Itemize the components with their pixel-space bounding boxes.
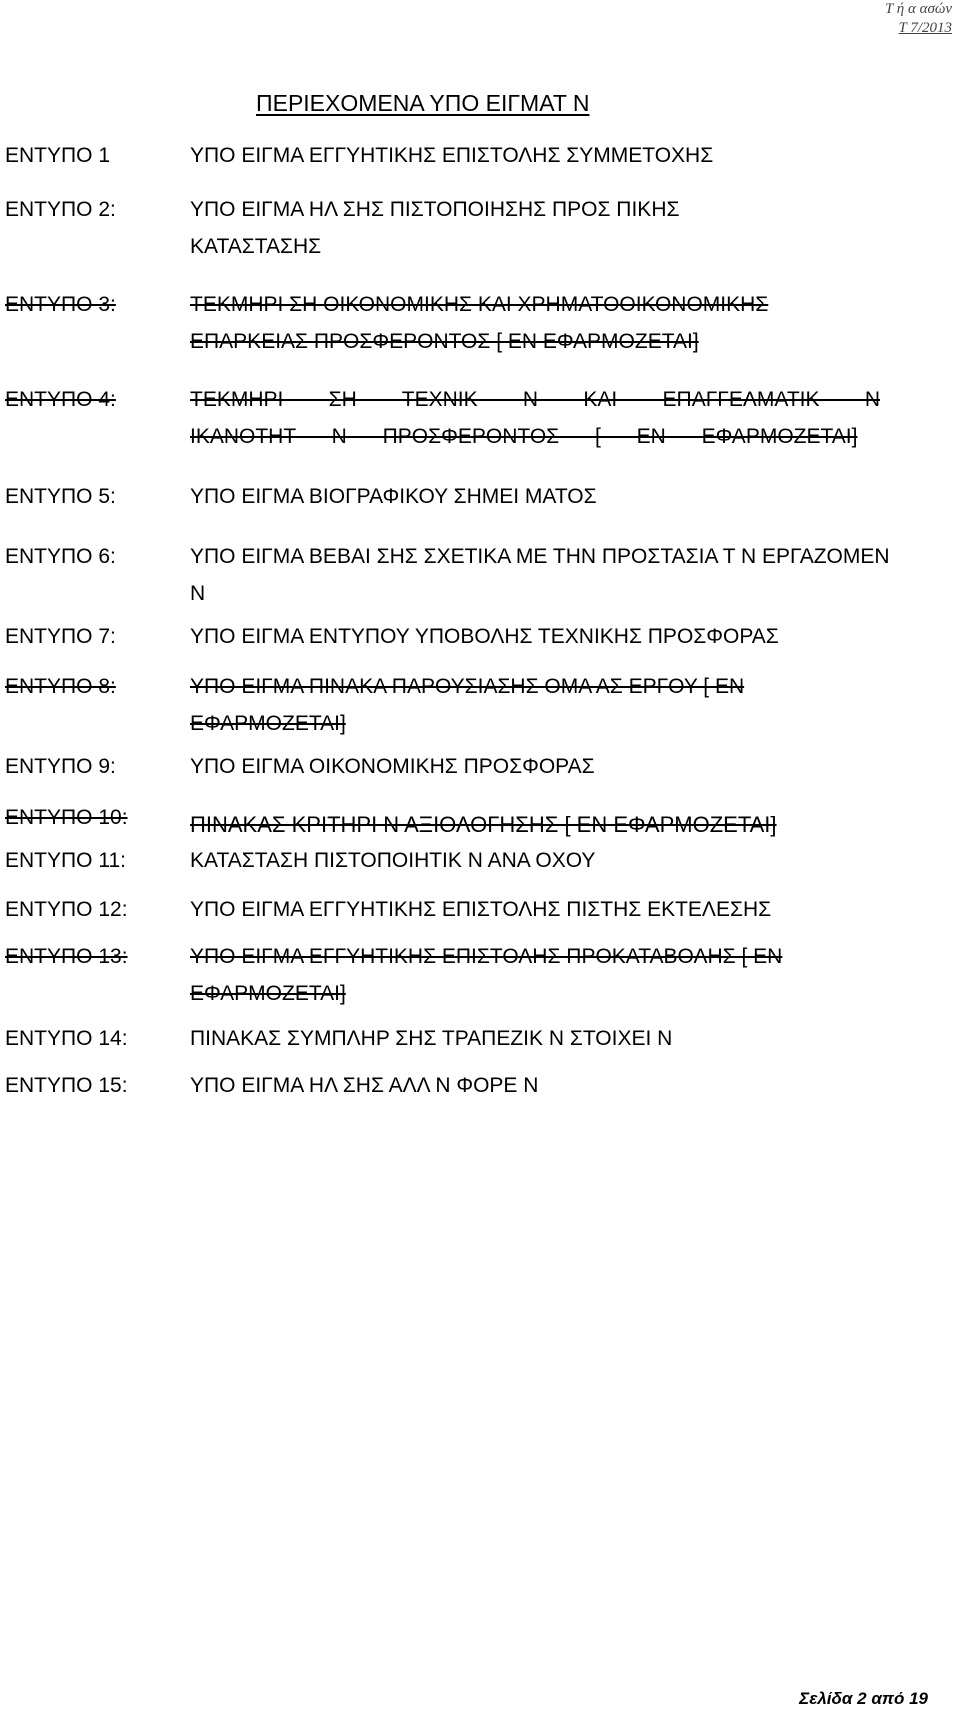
entry-code: ΕΝΤΥΠΟ 13: xyxy=(5,945,128,968)
page-number-footer: Σελίδα 2 από 19 xyxy=(799,1689,928,1708)
entry-code: ΕΝΤΥΠΟ 3: xyxy=(5,293,116,316)
page-title: ΠΕΡΙΕΧΟΜΕΝΑ ΥΠΟ ΕΙΓΜΑΤ Ν xyxy=(256,90,590,116)
entry-code: ΕΝΤΥΠΟ 1 xyxy=(5,144,111,167)
entry-description: ΥΠΟ ΕΙΓΜΑ ΕΓΓΥΗΤΙΚΗΣ ΕΠΙΣΤΟΛΗΣ ΠΙΣΤΗΣ ΕΚΤΕΛΕΣΗΣ xyxy=(190,898,772,921)
entry-description: ΥΠΟ ΕΙΓΜΑ ΗΛ ΣΗΣ ΠΙΣΤΟΠΟΙΗΣΗΣ ΠΡΟΣ ΠΙΚΗΣ ΚΑΤΑΣΤΑΣΗΣ xyxy=(190,198,680,258)
entry-code: ΕΝΤΥΠΟ 12: xyxy=(5,898,128,921)
document-header xyxy=(885,0,952,38)
entry-code: ΕΝΤΥΠΟ 2: xyxy=(5,198,116,221)
entry-description: ΥΠΟ ΕΙΓΜΑ ΟΙΚΟΝΟΜΙΚΗΣ ΠΡΟΣΦΟΡΑΣ xyxy=(190,755,595,778)
entry-code: ΕΝΤΥΠΟ 5: xyxy=(5,485,116,508)
entry-code: ΕΝΤΥΠΟ 15: xyxy=(5,1074,128,1097)
entry-description: ΥΠΟ ΕΙΓΜΑ ΕΝΤΥΠΟΥ ΥΠΟΒΟΛΗΣ ΤΕΧΝΙΚΗΣ ΠΡΟΣΦΟΡΑΣ xyxy=(190,625,779,648)
entry-code: ΕΝΤΥΠΟ 8: xyxy=(5,675,116,698)
entry-description: ΥΠΟ ΕΙΓΜΑ ΒΕΒΑΙ ΣΗΣ ΣΧΕΤΙΚΑ ΜΕ ΤΗΝ ΠΡΟΣΤΑΣΙΑ Τ Ν ΕΡΓΑΖΟΜΕΝ Ν xyxy=(190,545,890,605)
entry-description: ΤΕΚΜΗΡΙ ΣΗ ΟΙΚΟΝΟΜΙΚΗΣ ΚΑΙ ΧΡΗΜΑΤΟΟΙΚΟΝΟΜΙΚΗΣ ΕΠΑΡΚΕΙΑΣ ΠΡΟΣΦΕΡΟΝΤΟΣ [ ΕΝ ΕΦΑΡΜΟΖΕΤΑΙ] xyxy=(190,293,769,353)
entry-code: ΕΝΤΥΠΟ 9: xyxy=(5,755,116,778)
entry-code: ΕΝΤΥΠΟ 11: xyxy=(5,849,126,872)
entry-description: ΚΑΤΑΣΤΑΣΗ ΠΙΣΤΟΠΟΙΗΤΙΚ Ν ΑΝΑ ΟΧΟΥ xyxy=(190,849,596,872)
entry-description: ΤΕΚΜΗΡΙ ΣΗ ΤΕΧΝΙΚ Ν ΚΑΙ ΕΠΑΓΓΕΛΜΑΤΙΚ Ν ΙΚΑΝΟΤΗΤ Ν ΠΡΟΣΦΕΡΟΝΤΟΣ [ ΕΝ ΕΦΑΡΜΟΖΕΤΑΙ] xyxy=(190,388,880,448)
entry-description: ΥΠΟ ΕΙΓΜΑ ΕΓΓΥΗΤΙΚΗΣ ΕΠΙΣΤΟΛΗΣ ΠΡΟΚΑΤΑΒΟΛΗΣ [ ΕΝ ΕΦΑΡΜΟΖΕΤΑΙ] xyxy=(190,945,783,1005)
entry-description: ΠΙΝΑΚΑΣ ΣΥΜΠΛΗΡ ΣΗΣ ΤΡΑΠΕΖΙΚ Ν ΣΤΟΙΧΕΙ Ν xyxy=(190,1027,673,1050)
entry-code: ΕΝΤΥΠΟ 14: xyxy=(5,1027,128,1050)
entry-description: ΥΠΟ ΕΙΓΜΑ ΠΙΝΑΚΑ ΠΑΡΟΥΣΙΑΣΗΣ ΟΜΑ ΑΣ ΕΡΓΟΥ [ ΕΝ ΕΦΑΡΜΟΖΕΤΑΙ] xyxy=(190,675,745,735)
entry-description: ΥΠΟ ΕΙΓΜΑ ΕΓΓΥΗΤΙΚΗΣ ΕΠΙΣΤΟΛΗΣ ΣΥΜΜΕΤΟΧΗΣ xyxy=(190,144,714,167)
entry-code: ΕΝΤΥΠΟ 4: xyxy=(5,388,116,411)
entry-code: ΕΝΤΥΠΟ 10: xyxy=(5,806,128,829)
entry-description: ΥΠΟ ΕΙΓΜΑ ΒΙΟΓΡΑΦΙΚΟΥ ΣΗΜΕΙ ΜΑΤΟΣ xyxy=(190,485,597,508)
header-line-2: Τ 7/2013 xyxy=(898,20,952,36)
entry-description: ΥΠΟ ΕΙΓΜΑ ΗΛ ΣΗΣ ΑΛΛ Ν ΦΟΡΕ Ν xyxy=(190,1074,539,1097)
entry-code: ΕΝΤΥΠΟ 7: xyxy=(5,625,116,648)
entry-description: ΠΙΝΑΚΑΣ ΚΡΙΤΗΡΙ Ν ΑΞΙΟΛΟΓΗΣΗΣ [ ΕΝ ΕΦΑΡΜΟΖΕΤΑΙ] xyxy=(190,812,777,837)
entry-code: ΕΝΤΥΠΟ 6: xyxy=(5,545,116,568)
header-line-1: Τ ή α ασών xyxy=(884,1,952,17)
